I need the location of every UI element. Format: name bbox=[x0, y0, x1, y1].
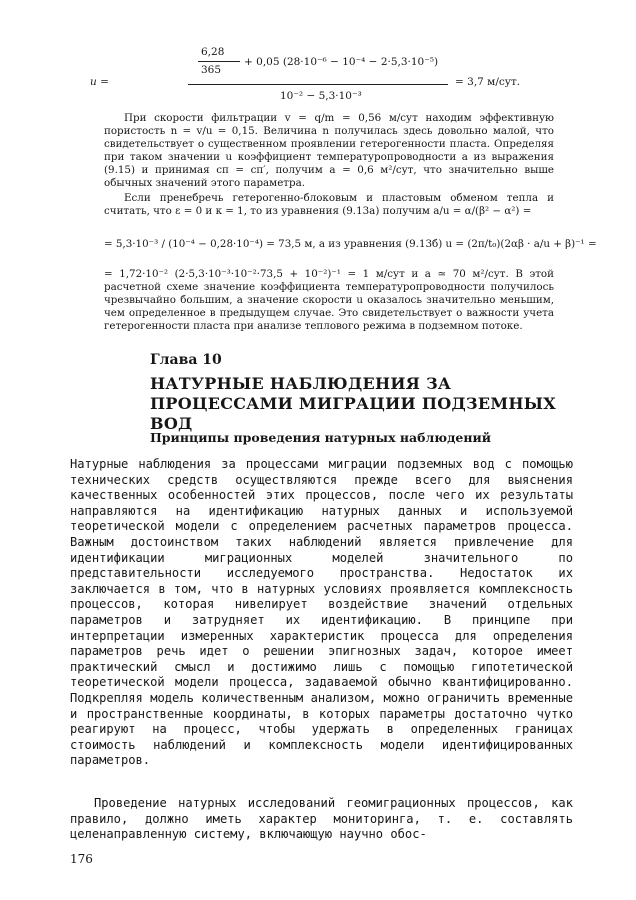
velocity-formula bbox=[90, 46, 560, 112]
body-paragraph-2-text: Проведение натурных исследований геомиграционных процессов, как правило, должно иметь характер мониторинга, т. е. составлять целенаправленную систему, включающую научно обос- bbox=[70, 796, 573, 842]
paragraph-filtration bbox=[104, 112, 554, 190]
formula-small-numerator: 6,28 bbox=[201, 46, 225, 58]
paragraph-heterogeneity-line1: Если пренебречь гетерогенно-блоковым и пластовым обменом тепла и считать, что ε = 0 и κ = 1, то из уравнения (9.13а) получим a/u = α/(β² − α²) = bbox=[104, 192, 554, 217]
formula-fraction-bar bbox=[188, 84, 448, 85]
body-paragraph-1-text: Натурные наблюдения за процессами миграции подземных вод с помощью технических средств осуществляются прежде всего для выяснения качественных особенностей этих процессов, после чего их результаты направляются на идентификацию натурных данных и используемой теоретической модели с определением расчетных параметров процесса. Важным достоинством таких наблюдений является привлечение для идентификации миграционных моделей значительного по представительности исследуемого пространства. Недостаток их заключается в том, что в натурных условиях проявляется комплексность процессов, которая нивелирует воздействие значений отдельных параметров и затрудняет их идентификацию. В принципе при интерпретации измеренных характеристик процесса для определения параметров речь идет о решении эпигнозных задач, которое имеет практический смысл и достижимо лишь с помощью гипотетической теоретической модели процесса, задаваемой обычно квантифицированно. Подкрепляя модель количественным анализом, можно ограничить временные и пространственные координаты, в которых параметры достаточно чутко реагируют на процесс, чтобы удержать в определенных границах стоимость наблюдений и комплексность модели идентифицированных параметров. bbox=[70, 457, 573, 768]
paragraph-heterogeneity-rest-text: = 1,72·10⁻² (2·5,3·10⁻³·10⁻²·73,5 + 10⁻²)⁻¹ = 1 м/сут и a ≃ 70 м²/сут. В этой расчетной схеме значение коэффициента температуропроводности получилось чрезвычайно большим, а значение скорости u оказалось значительно меньшим, чем определенное в предыдущем случае. Это свидетельствует о важности учета гетерогенности пласта при анализе теплового режима в подземном потоке. bbox=[104, 268, 554, 332]
chapter-title: НАТУРНЫЕ НАБЛЮДЕНИЯ ЗА ПРОЦЕССАМИ МИГРАЦИИ ПОДЗЕМНЫХ ВОД bbox=[150, 374, 557, 433]
formula-denominator: 10⁻² − 5,3·10⁻³ bbox=[280, 90, 362, 102]
paragraph-heterogeneity-intro bbox=[104, 192, 554, 218]
formula-result: = 3,7 м/сут. bbox=[455, 76, 521, 88]
formula-small-denominator: 365 bbox=[201, 64, 222, 76]
section-title: Принципы проведения натурных наблюдений bbox=[150, 430, 492, 445]
chapter-label: Глава 10 bbox=[150, 352, 222, 368]
body-paragraph-2 bbox=[70, 796, 573, 843]
body-paragraph-1 bbox=[70, 457, 573, 769]
formula-small-fraction-bar bbox=[198, 61, 240, 62]
paragraph-filtration-text: При скорости фильтрации v = q/m = 0,56 м/сут находим эффективную пористость n = v/u = 0,15. Величина n получилась здесь довольно малой, что свидетельствует о существенном проявлении гетерогенности пласта. Определяя при таком значении u коэффициент температуропроводности a из выражения (9.15) и принимая cп = cп′, получим a = 0,6 м²/сут, что значительно выше обычных значений этого параметра. bbox=[104, 112, 554, 189]
paragraph-heterogeneity-rest bbox=[104, 268, 554, 333]
formula-line-2: = 5,3·10⁻³ / (10⁻⁴ − 0,28·10⁻⁴) = 73,5 м, а из уравнения (9.13б) u = (2π/t₀)(2αβ · a/u + β)⁻¹ = bbox=[104, 238, 597, 250]
page-number: 176 bbox=[70, 852, 93, 866]
formula-numerator-rest: + 0,05 (28·10⁻⁶ − 10⁻⁴ − 2·5,3·10⁻⁵) bbox=[244, 56, 439, 68]
formula-lhs: u = bbox=[90, 76, 109, 88]
